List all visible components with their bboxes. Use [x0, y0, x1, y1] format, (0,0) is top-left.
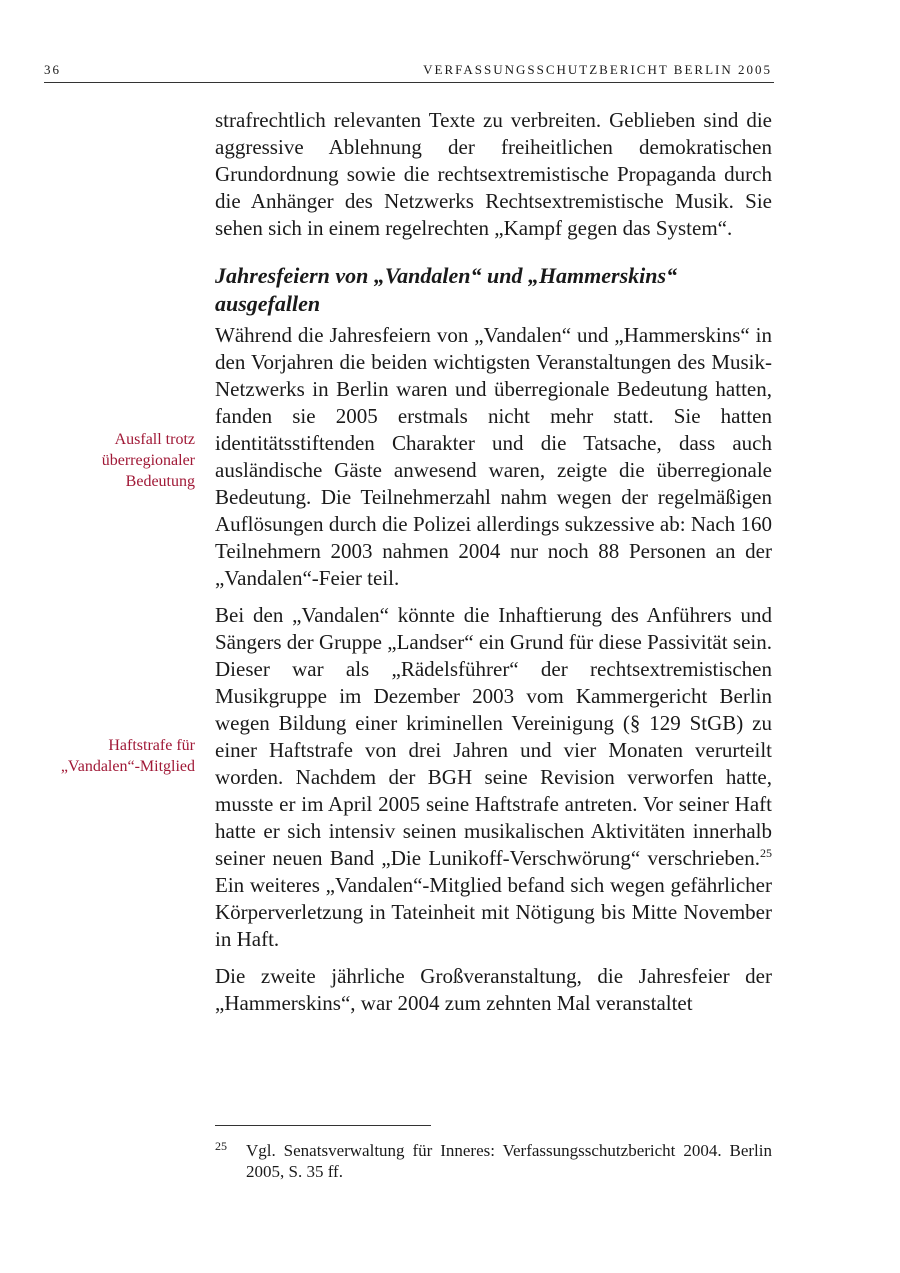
- section-heading: [215, 262, 772, 318]
- page-number: 36: [44, 62, 61, 77]
- margin-note-line: Bedeutung: [125, 473, 195, 490]
- footnote: [215, 1140, 772, 1182]
- paragraph-text: Ein weiteres „Vandalen“-Mitglied befand sich wegen gefährlicher Körperverletzung in Tateinheit mit Nötigung bis Mitte November in Haft.: [215, 873, 772, 951]
- footnote-text: Vgl. Senatsverwaltung für Inneres: Verfassungsschutzbericht 2004. Berlin 2005, S. 35 ff.: [246, 1141, 772, 1181]
- main-text-column: [215, 107, 772, 1017]
- footnote-divider: [215, 1125, 431, 1126]
- intro-paragraph: strafrechtlich relevanten Texte zu verbreiten. Geblieben sind die aggressive Ablehnung der freiheitlichen demokratischen Grundordnung sowie die rechtsextremistische Propaganda durch die Anhänger des Netzwerks Rechtsextremistische Musik. Sie sehen sich in einem regelrechten „Kampf gegen das System“.: [215, 108, 772, 240]
- paragraph-text: Bei den „Vandalen“ könnte die Inhaftierung des Anführers und Sängers der Gruppe „Landser“ ein Grund für diese Passivität sein. Dieser war als „Rädelsführer“ der rechtsextremistischen Musikgruppe im Dezember 2003 vom Kammergericht Berlin wegen Bildung einer kriminellen Vereinigung (§ 129 StGB) zu einer Haftstrafe von drei Jahren und vier Monaten verurteilt worden. Nachdem der BGH seine Revision verworfen hatte, musste er im April 2005 seine Haftstrafe antreten. Vor seiner Haft hatte er sich intensiv seinen musikalischen Aktivitäten innerhalb seiner neuen Band „Die Lunikoff-Verschwörung“ verschrieben.: [215, 603, 772, 870]
- paragraph-vandalen: [215, 602, 772, 953]
- margin-note-line: Haftstrafe für: [108, 737, 195, 754]
- margin-note-ausfall: [35, 429, 195, 492]
- heading-line: ausgefallen: [215, 291, 321, 316]
- page-header: [44, 60, 774, 83]
- footnote-reference[interactable]: 25: [760, 846, 772, 860]
- footnote-number: 25: [215, 1139, 227, 1153]
- paragraph-hammerskins: Die zweite jährliche Großveranstaltung, die Jahresfeier der „Hammerskins“, war 2004 zum zehnten Mal veranstaltet: [215, 964, 772, 1015]
- margin-note-line: „Vandalen“-Mitglied: [60, 758, 195, 775]
- margin-note-line: Ausfall trotz: [114, 431, 195, 448]
- paragraph-jahresfeiern: Während die Jahresfeiern von „Vandalen“ und „Hammerskins“ in den Vorjahren die beiden wichtigsten Veranstaltungen des Musik-Netzwerks in Berlin waren und überregionale Bedeutung hatten, fanden sie 2005 erstmals nicht mehr statt. Sie hatten identitätsstiftenden Charakter und die Tatsache, dass auch ausländische Gäste anwesend waren, zeigte die überregionale Bedeutung. Die Teilnehmerzahl nahm wegen der regelmäßigen Auflösungen durch die Polizei allerdings sukzessive ab: Nach 160 Teilnehmern 2003 nahmen 2004 nur noch 88 Personen an der „Vandalen“-Feier teil.: [215, 323, 772, 590]
- running-title: VERFASSUNGSSCHUTZBERICHT BERLIN 2005: [423, 62, 772, 77]
- heading-line: Jahresfeiern von „Vandalen“ und „Hammerskins“: [215, 263, 678, 288]
- margin-note-haftstrafe: [35, 735, 195, 777]
- margin-note-line: überregionaler: [101, 452, 195, 469]
